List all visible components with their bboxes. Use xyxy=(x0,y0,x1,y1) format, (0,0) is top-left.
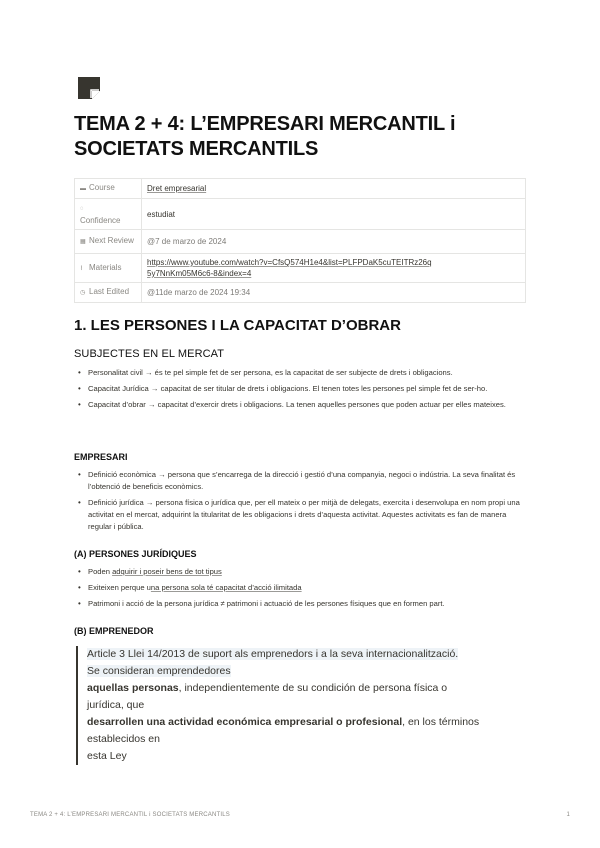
footer-title: TEMA 2 + 4: L’EMPRESARI MERCANTIL i SOCIETATS MERCANTILS xyxy=(30,812,230,818)
list-icon: ▬ xyxy=(80,186,86,192)
subheading-subjectes: SUBJECTES EN EL MERCAT xyxy=(74,348,225,360)
property-row-confidence xyxy=(75,199,526,230)
list-item: • Definició econòmica → persona que s’encarrega de la direcció i gestió d’una companyia, negoci o indústria. La seva finalitat és l’obtenció de beneficis econòmics. xyxy=(74,469,526,493)
list-item: • Definició jurídica → persona física o jurídica que, per ell mateix o per mitjà de delegats, exercita i desenvolupa en nom propi una activitat en el mercat, adquirint la titularitat de les obligacions i drets d’aquesta activitat. Aquestes activitats es fan de manera regular i pública. xyxy=(74,497,526,533)
property-value: @11de marzo de 2024 19:34 xyxy=(142,283,526,303)
law-quote: Article 3 Llei 14/2013 de suport als emprenedors i a la seva internacionalització. Se consideran emprendedores aquellas personas, independientemente de su condición de persona física o jurídica, que desarrollen una actividad económica empresarial o profesional, en los términos establecidos en esta Ley xyxy=(76,646,527,765)
empresari-list xyxy=(74,469,526,537)
materials-link[interactable]: https://www.youtube.com/watch?v=CfsQ574H1e4&list=PLFPDaK5cuTEITRz26q5y7NnKm05M6c6-8&index=4 xyxy=(147,258,432,278)
paperclip-icon: ⌇ xyxy=(80,265,83,272)
property-value[interactable] xyxy=(142,179,526,199)
property-row-next-review xyxy=(75,230,526,254)
property-row-materials xyxy=(75,254,526,283)
section-heading: 1. LES PERSONES I LA CAPACITAT D’OBRAR xyxy=(74,317,401,334)
property-row-last-edited xyxy=(75,283,526,303)
subheading-empresari: EMPRESARI xyxy=(74,452,128,462)
subjectes-list xyxy=(74,367,526,415)
property-key: ◷ Last Edited xyxy=(75,283,142,303)
property-value[interactable] xyxy=(142,254,526,283)
page-footer xyxy=(30,812,570,818)
property-key: ▬ Course xyxy=(75,179,142,199)
underlined-text: adquirir i poseir bens de tot tipus xyxy=(112,567,222,576)
list-item: • Patrimoni i acció de la persona jurídica ≠ patrimoni i actuació de les persones físiques que en formen part. xyxy=(74,598,526,610)
page-title: TEMA 2 + 4: L’EMPRESARI MERCANTIL i SOCIETATS MERCANTILS xyxy=(74,113,456,160)
underlined-text: na persona sola té capacitat d’acció ilimitada xyxy=(150,583,302,592)
course-link[interactable]: Dret empresarial xyxy=(147,184,207,193)
subheading-emprenedor: (B) EMPRENEDOR xyxy=(74,626,154,636)
status-icon: ◌ xyxy=(80,206,84,212)
properties-table xyxy=(74,178,526,303)
juridiques-list xyxy=(74,566,526,614)
property-value[interactable]: @7 de marzo de 2024 xyxy=(142,230,526,254)
subheading-persones-juridiques: (A) PERSONES JURÍDIQUES xyxy=(74,549,197,559)
list-item: • Capacitat Jurídica → capacitat de ser titular de drets i obligacions. El tenen totes les persones pel simple fet de ser-ho. xyxy=(74,383,526,395)
list-item: • Personalitat civil → és te pel simple fet de ser persona, es la capacitat de ser subjecte de drets i obligacions. xyxy=(74,367,526,379)
list-item: • Poden adquirir i poseir bens de tot tipus xyxy=(74,566,526,578)
calendar-icon: ▦ xyxy=(80,239,86,245)
property-key: ⌇ Materials xyxy=(75,254,142,283)
property-value[interactable]: estudiat xyxy=(142,199,526,230)
list-item: • Exiteixen perque una persona sola té capacitat d’acció ilimitada xyxy=(74,582,526,594)
page-number: 1 xyxy=(566,812,570,818)
property-key: ▦ Next Review xyxy=(75,230,142,254)
list-item: • Capacitat d’obrar → capacitat d’exercir drets i obligacions. La tenen aquelles persones que poden actuar per elles mateixes. xyxy=(74,399,526,411)
property-row-course xyxy=(75,179,526,199)
property-key: ◌ Confidence xyxy=(75,199,142,230)
page-icon xyxy=(78,77,100,99)
clock-icon: ◷ xyxy=(80,290,86,296)
